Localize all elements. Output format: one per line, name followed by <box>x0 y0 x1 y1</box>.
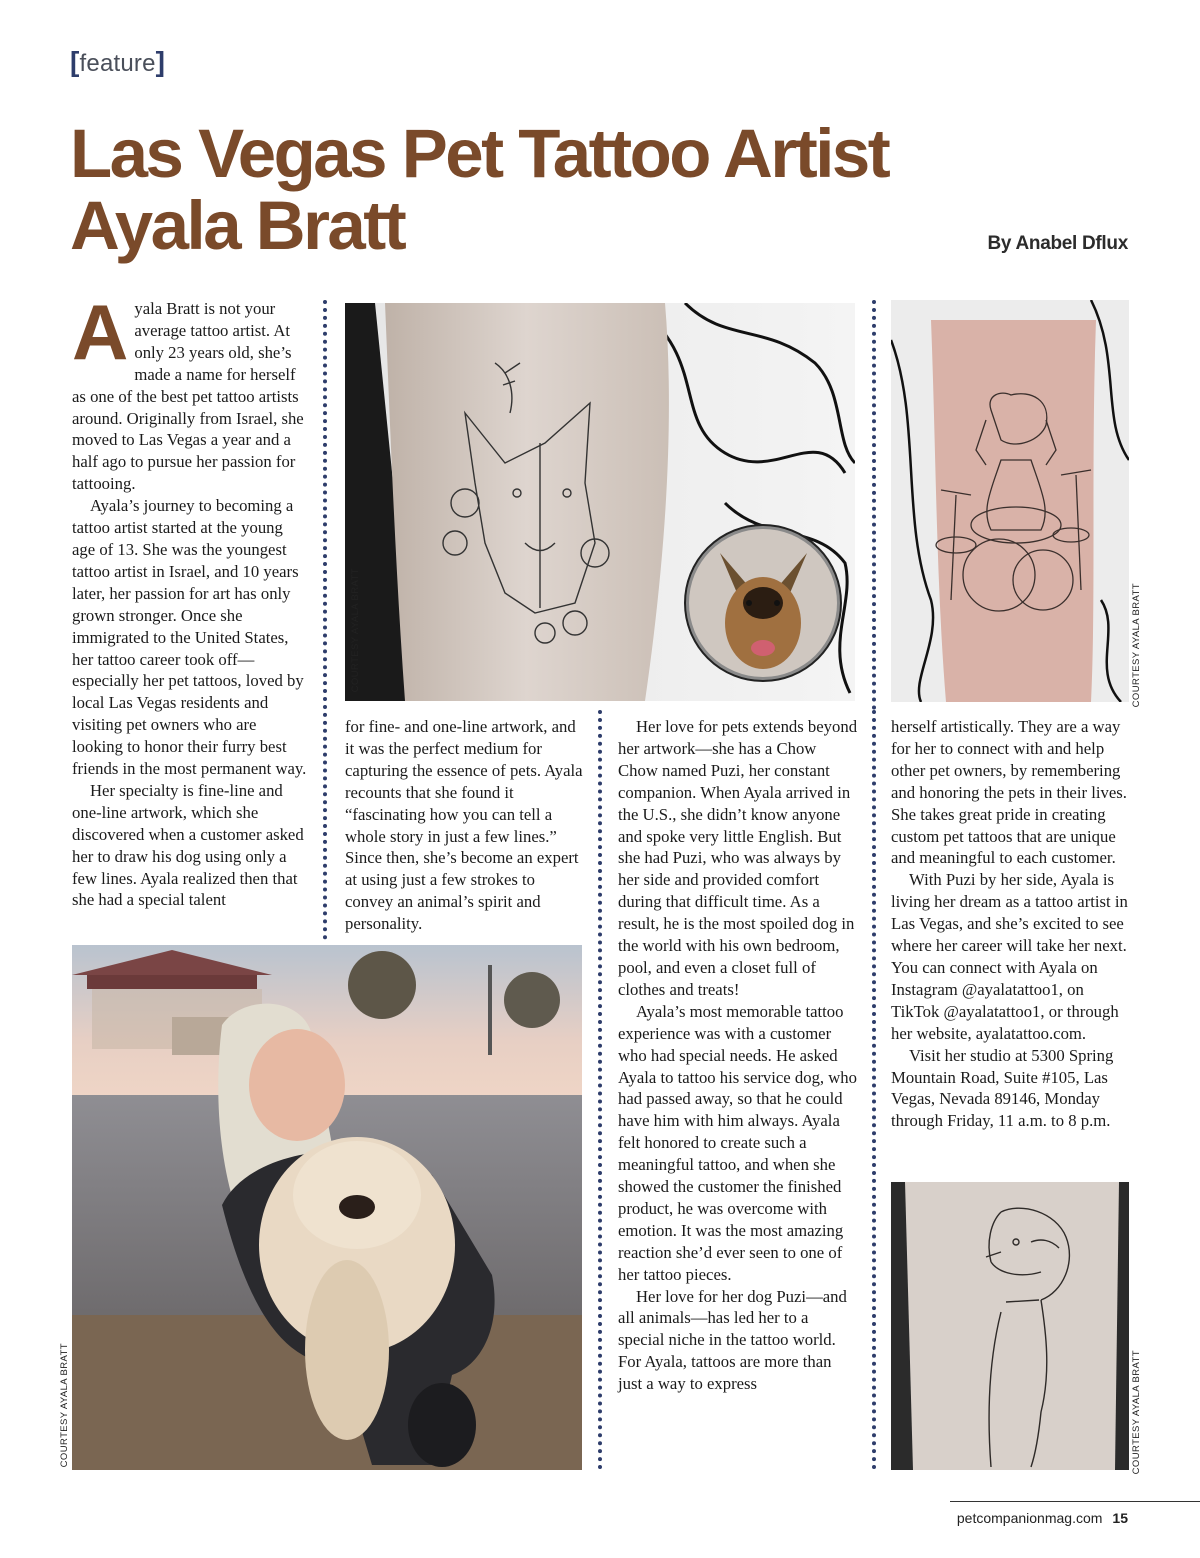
bracket-close: ] <box>155 46 166 77</box>
photo-credit-bottom-right: COURTESY AYALA BRATT <box>1131 1350 1142 1475</box>
footer-site: petcompanionmag.com <box>956 1510 1103 1526</box>
paragraph-8: Visit her studio at 5300 Spring Mountain Road, Suite #105, Las Vegas, Nevada 89146, Monday through Friday, 11 a.m. to 8 p.m. <box>891 1045 1114 1131</box>
photo-credit-top-center: COURTESY AYALA BRATT <box>350 568 361 693</box>
footer-rule <box>950 1501 1200 1502</box>
paragraph-4: Her love for pets extends beyond her artwork—she has a Chow Chow named Puzi, her constant companion. When Ayala arrived in the U.S., she didn’t know anyone and spoke very little English. But she had Puzi, who was always by her side and provided comfort during that difficult time. As a result, he is the most spoiled dog in the world with his own bedroom, pool, and even a closet full of clothes and treats! <box>618 717 858 999</box>
photo-credit-top-right: COURTESY AYALA BRATT <box>1131 583 1142 708</box>
byline: By Anabel Dflux <box>987 233 1128 254</box>
article-headline <box>70 115 970 264</box>
paragraph-1-text: yala Bratt is not your average tattoo artist. At only 23 years old, she’s made a name for herself as one of the best pet tattoo artists around. Originally from Israel, she moved to Las Vegas a year and a half ago to pursue her passion for tattooing. <box>72 299 304 494</box>
paragraph-6b: herself artistically. They are a way for her to connect with and help other pet owners, by remembering and honoring the pets in their lives. She takes great pride in creating custom pet tattoos that are unique and meaningful to each customer. <box>891 717 1127 868</box>
tattoo-photo-dog-one-line <box>891 1182 1129 1470</box>
page-number: 15 <box>1112 1510 1128 1526</box>
paragraph-6a: Her love for her dog Puzi—and all animals—has led her to a special niche in the tattoo world. For Ayala, tattoos are more than just a way to express <box>618 1286 847 1394</box>
drop-cap: A <box>72 288 129 376</box>
photo-credit-bottom-left: COURTESY AYALA BRATT <box>59 1343 70 1468</box>
headline-line-1: Las Vegas Pet Tattoo Artist <box>70 115 889 192</box>
tattoo-photo-dog-portrait <box>345 303 855 701</box>
paragraph-3a: Her specialty is fine-line and one-line artwork, which she discovered when a customer asked her to draw his dog using only a few lines. Ayala realized then that she had a special talent <box>72 780 304 910</box>
column-3 <box>618 716 858 1395</box>
paragraph-1 <box>72 288 308 495</box>
headline-line-2: Ayala Bratt <box>70 187 405 264</box>
tattoo-photo-dog-one-line-art <box>891 1182 1129 1470</box>
section-label: feature <box>79 50 156 77</box>
page-footer <box>957 1510 1128 1526</box>
column-divider-3-lower <box>872 710 876 1470</box>
bracket-open: [ <box>70 46 80 77</box>
paragraph-5: Ayala’s most memorable tattoo experience was with a customer who had special needs. He asked Ayala to tattoo his service dog, who had passed away, so that he could have him with him always. Ayala felt honored to create such a meaningful tattoo, and when she showed the customer the finished product, he was overcome with emotion. It was the most amazing reaction she’d ever seen to one of her tattoo pieces. <box>618 1001 857 1284</box>
paragraph-2: Ayala’s journey to becoming a tattoo artist started at the young age of 13. She was the youngest tattoo artist in Israel, and 10 years later, her passion for art has only grown stronger. Once she immigrated to the United States, her tattoo career took off—especially her pet tattoos, loved by local Las Vegas residents and visiting pet owners who are looking to honor their furry best friends in the most permanent way. <box>72 496 307 779</box>
column-1 <box>72 288 308 911</box>
artist-with-chow-chow-art <box>72 945 582 1470</box>
paragraph-7: With Puzi by her side, Ayala is living her dream as a tattoo artist in Las Vegas, and she’s excited to see where her career will take her next. You can connect with Ayala on Instagram @ayalatattoo1, on TikTok @ayalatattoo1, or through her website, ayalatattoo.com. <box>891 870 1128 1043</box>
column-2 <box>345 716 585 935</box>
column-divider-1 <box>323 300 327 940</box>
section-tag <box>70 46 165 78</box>
tattoo-photo-dog-drums <box>891 300 1129 702</box>
tattoo-photo-dog-drums-art <box>891 300 1129 702</box>
column-divider-3-upper <box>872 300 876 710</box>
column-4 <box>891 716 1131 1132</box>
paragraph-3b: for fine- and one-line artwork, and it was the perfect medium for capturing the essence of pets. Ayala recounts that she found it “fascinating how you can tell a whole story in just a few lines.” Since then, she’s become an expert at using just a few strokes to convey an animal’s spirit and personality. <box>345 717 583 934</box>
tattoo-photo-dog-portrait-art <box>345 303 855 701</box>
artist-with-chow-chow-photo <box>72 945 582 1470</box>
column-divider-2 <box>598 710 602 1470</box>
